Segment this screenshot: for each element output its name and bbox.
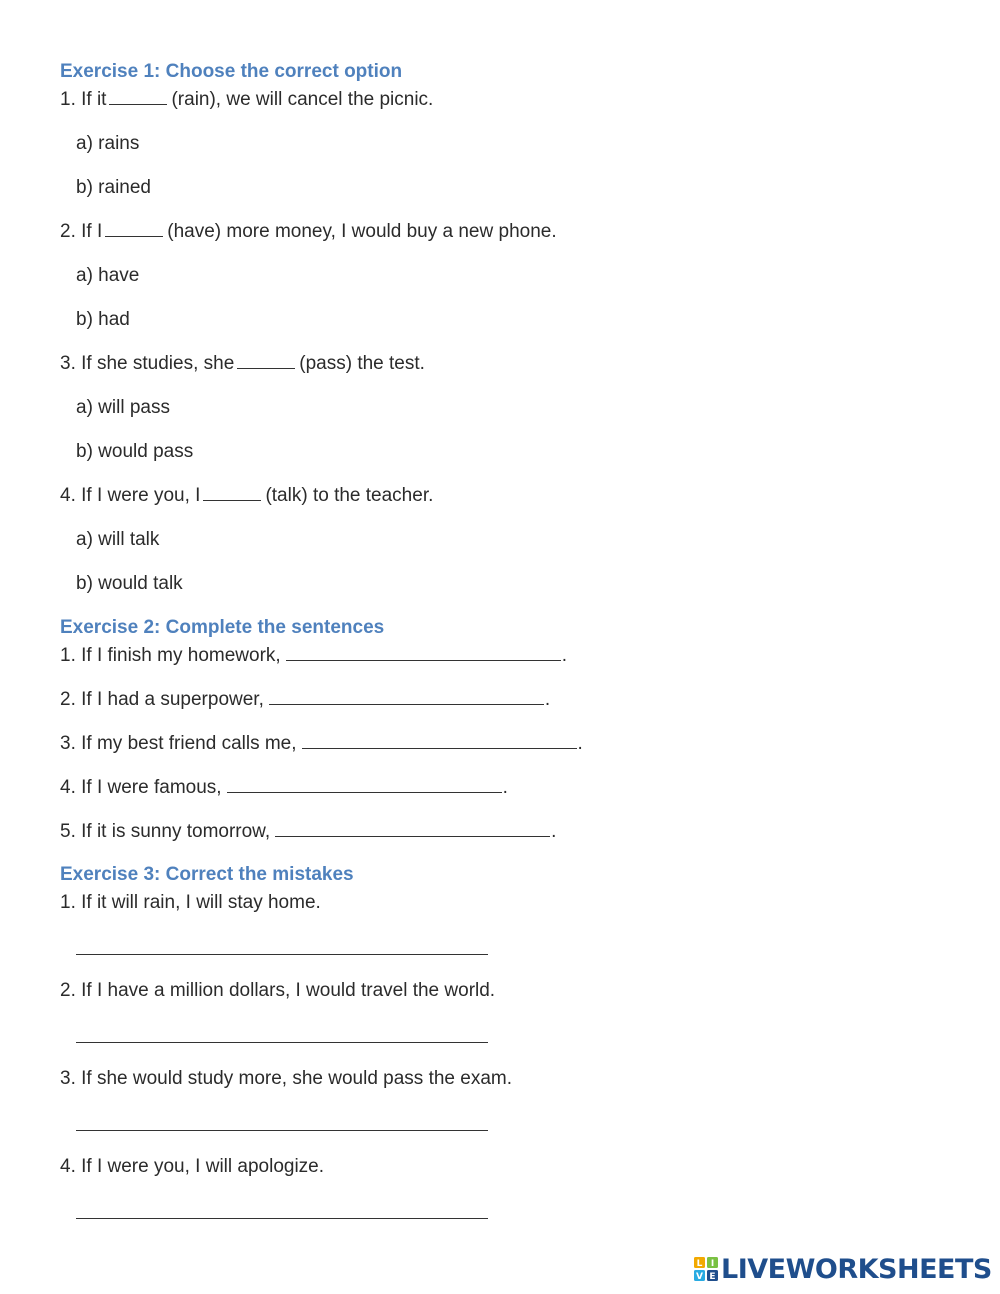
ex1-question-4: 4. If I were you, I (talk) to the teacher. <box>60 485 434 506</box>
fill-blank[interactable] <box>302 732 577 749</box>
ex3-answer-line-4[interactable] <box>76 1218 488 1219</box>
ex1-question-2: 2. If I (have) more money, I would buy a new phone. <box>60 221 557 242</box>
ex3-answer-line-1[interactable] <box>76 954 488 955</box>
logo-text: LIVEWORKSHEETS <box>721 1253 992 1285</box>
ex1-q4-option-b[interactable]: b) would talk <box>76 573 183 594</box>
svg-text:L: L <box>696 1259 703 1269</box>
svg-text:V: V <box>696 1272 703 1282</box>
fill-blank[interactable] <box>286 644 561 661</box>
ex2-item-4: 4. If I were famous, . <box>60 777 508 798</box>
ex1-q1-option-a[interactable]: a) rains <box>76 133 140 154</box>
exercise-3-title: Exercise 3: Correct the mistakes <box>60 864 354 885</box>
liveworksheets-logo <box>693 1252 992 1286</box>
ex2-item-5: 5. If it is sunny tomorrow, . <box>60 821 557 842</box>
fill-blank[interactable] <box>203 484 261 501</box>
ex3-item-2: 2. If I have a million dollars, I would travel the world. <box>60 980 496 1001</box>
ex2-item-1: 1. If I finish my homework, . <box>60 645 567 666</box>
ex2-item-3: 3. If my best friend calls me, . <box>60 733 583 754</box>
exercise-1-title: Exercise 1: Choose the correct option <box>60 61 403 82</box>
ex3-item-1: 1. If it will rain, I will stay home. <box>60 892 321 913</box>
ex3-item-4: 4. If I were you, I will apologize. <box>60 1156 325 1177</box>
ex1-q2-option-a[interactable]: a) have <box>76 265 140 286</box>
ex1-question-1: 1. If it (rain), we will cancel the picnic. <box>60 89 434 110</box>
fill-blank[interactable] <box>237 352 295 369</box>
svg-text:I: I <box>710 1259 715 1269</box>
ex1-q4-option-a[interactable]: a) will talk <box>76 529 160 550</box>
ex1-question-3: 3. If she studies, she (pass) the test. <box>60 353 425 374</box>
fill-blank[interactable] <box>275 820 550 837</box>
ex3-answer-line-3[interactable] <box>76 1130 488 1131</box>
ex3-item-3: 3. If she would study more, she would pass the exam. <box>60 1068 513 1089</box>
fill-blank[interactable] <box>227 776 502 793</box>
ex1-q3-option-b[interactable]: b) would pass <box>76 441 194 462</box>
svg-text:E: E <box>709 1272 716 1282</box>
ex1-q1-option-b[interactable]: b) rained <box>76 177 151 198</box>
fill-blank[interactable] <box>105 220 163 237</box>
ex2-item-2: 2. If I had a superpower, . <box>60 689 551 710</box>
liveworksheets-logo-icon <box>693 1256 719 1282</box>
ex1-q3-option-a[interactable]: a) will pass <box>76 397 170 418</box>
ex1-q2-option-b[interactable]: b) had <box>76 309 130 330</box>
fill-blank[interactable] <box>269 688 544 705</box>
exercise-2-title: Exercise 2: Complete the sentences <box>60 617 385 638</box>
fill-blank[interactable] <box>109 88 167 105</box>
ex3-answer-line-2[interactable] <box>76 1042 488 1043</box>
